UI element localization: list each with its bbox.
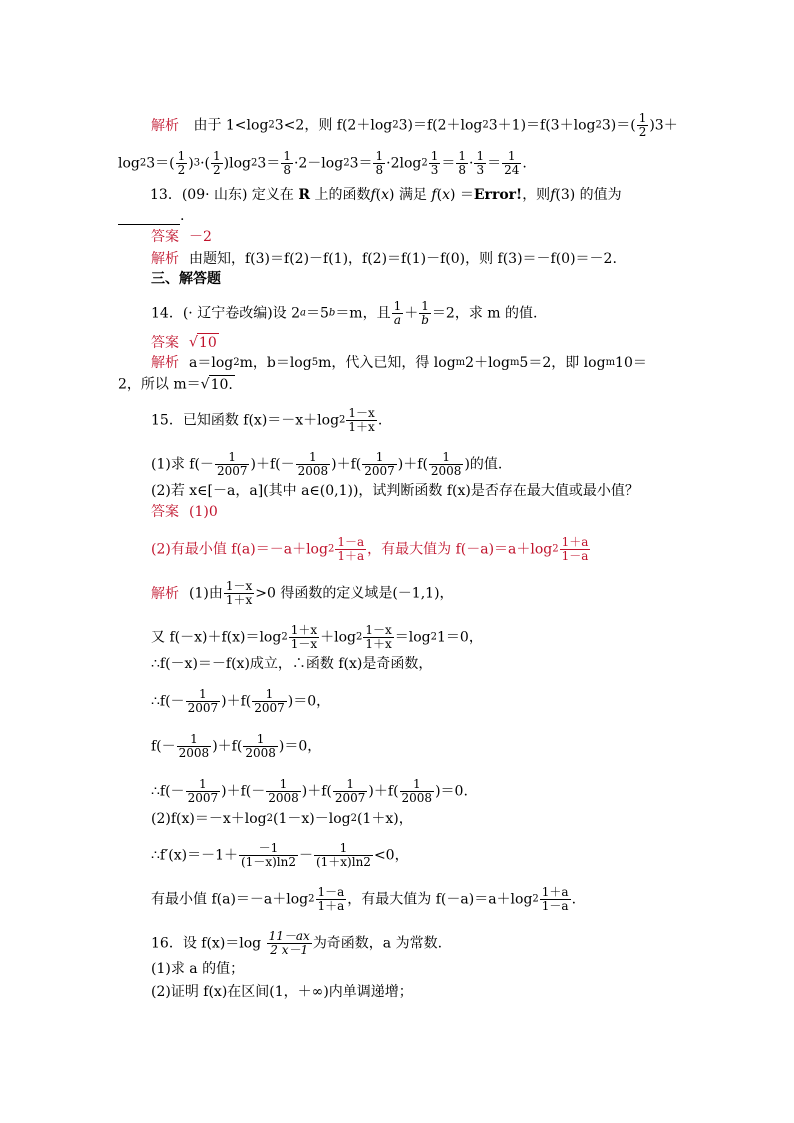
- question-16: 16．设 f(x)＝log $\frac{11-ax}{2 x-1}$ 为奇函数，a 为常数.: [151, 929, 443, 957]
- answer-line: (2)有最小值 f(a)＝－a＋log2 $\frac{1-a}{1+a}$ ，有最大值为 f(－a)＝a＋log2 $\frac{1+a}{1-a}$: [151, 535, 589, 563]
- solution-line: 解析 由于 1<log23<2，则 f(2＋log23)＝f(2＋log23＋1)＝f(3＋log23)＝( $\frac{1}{2}$ )3＋: [151, 111, 678, 139]
- solution-line: f(－ $\frac{1}{2008}$ )＋f( $\frac{1}{2008}$ )＝0，: [151, 732, 322, 760]
- solution-line: ∴f′(x)＝－1＋ $\frac{-1}{(1-x)\ln 2}$ － $\frac{1}{(1+x)\ln 2}$ <0，: [151, 841, 409, 869]
- solution-line: ∴f(－ $\frac{1}{2007}$ )＋f( $\frac{1}{2007}$ )＝0，: [151, 687, 331, 715]
- answer-line: 答案 √10: [151, 334, 217, 351]
- solution-label: 解析: [151, 117, 179, 134]
- question-16-part1: (1)求 a 的值；: [151, 961, 245, 977]
- solution-line: 2，所以 m＝√10.: [118, 376, 233, 393]
- answer-blank-line: .: [118, 207, 184, 225]
- section-heading: 三、解答题: [151, 271, 221, 287]
- fraction: $\frac{1}{2}$: [638, 111, 647, 139]
- solution-line: 解析 a＝log2m，b＝log5m，代入已知，得 logm2＋logm5＝2，即 logm10＝: [151, 355, 647, 371]
- solution-line: 又 f(－x)＋f(x)＝log2 $\frac{1+x}{1-x}$ ＋log2 $\frac{1-x}{1+x}$ ＝log21＝0，: [151, 623, 483, 651]
- question-15-part1: (1)求 f(－ $\frac{1}{2007}$ )＋f(－ $\frac{1}{2008}$ )＋f( $\frac{1}{2007}$ )＋f( $\frac{1}{2008}$ )的值.: [151, 450, 503, 478]
- question-15: 15．已知函数 f(x)＝－x＋log2 $\frac{1-x}{1+x}$ .: [151, 406, 383, 434]
- solution-line: log23＝( $\frac{1}{2}$ )3·( $\frac{1}{2}$ )log23＝ $\frac{1}{8}$ ·2－log23＝ $\frac{1}{8}$ ·2log2 $\frac{1}{3}$ ＝ $\frac{1}{8}$ · $\frac{1}{3}$ ＝ $\frac{1}{24}$ .: [118, 149, 527, 177]
- question-16-part2: (2)证明 f(x)在区间(1，＋∞)内单调递增；: [151, 984, 413, 1000]
- solution-line: 解析 由题知，f(3)＝f(2)－f(1)，f(2)＝f(1)－f(0)，则 f(3)＝－f(0)＝－2.: [151, 251, 617, 267]
- solution-line: 解析 (1)由 $\frac{1-x}{1+x}$ >0 得函数的定义域是(－1,1)，: [151, 579, 454, 607]
- question-15-part2: (2)若 x∈[－a，a](其中 a∈(0,1))，试判断函数 f(x)是否存在最大值或最小值？: [151, 483, 639, 499]
- solution-line: (2)f(x)＝－x＋log2(1－x)－log2(1＋x)，: [151, 811, 413, 827]
- question-14: 14．(· 辽宁卷改编)设 2a＝5b＝m，且 $\frac{1}{a}$ ＋ $\frac{1}{b}$ ＝2，求 m 的值.: [151, 299, 538, 327]
- solution-line: 有最小值 f(a)＝－a＋log2 $\frac{1-a}{1+a}$ ，有最大值为 f(－a)＝a＋log2 $\frac{1+a}{1-a}$ .: [151, 885, 577, 913]
- answer-line: 答案 －2: [151, 229, 212, 245]
- answer-blank: [118, 210, 180, 225]
- answer-line: 答案 (1)0: [151, 504, 218, 520]
- question-13: 13．(09· 山东) 定义在 R 上的函数f(x) 满足 f(x) ＝Error!，则f(3) 的值为: [150, 187, 622, 203]
- solution-line: ∴f(－x)＝－f(x)成立，∴函数 f(x)是奇函数，: [151, 656, 433, 672]
- solution-line: ∴f(－ $\frac{1}{2007}$ )＋f(－ $\frac{1}{2008}$ )＋f( $\frac{1}{2007}$ )＋f( $\frac{1}{2008}$ )＝0.: [151, 777, 468, 805]
